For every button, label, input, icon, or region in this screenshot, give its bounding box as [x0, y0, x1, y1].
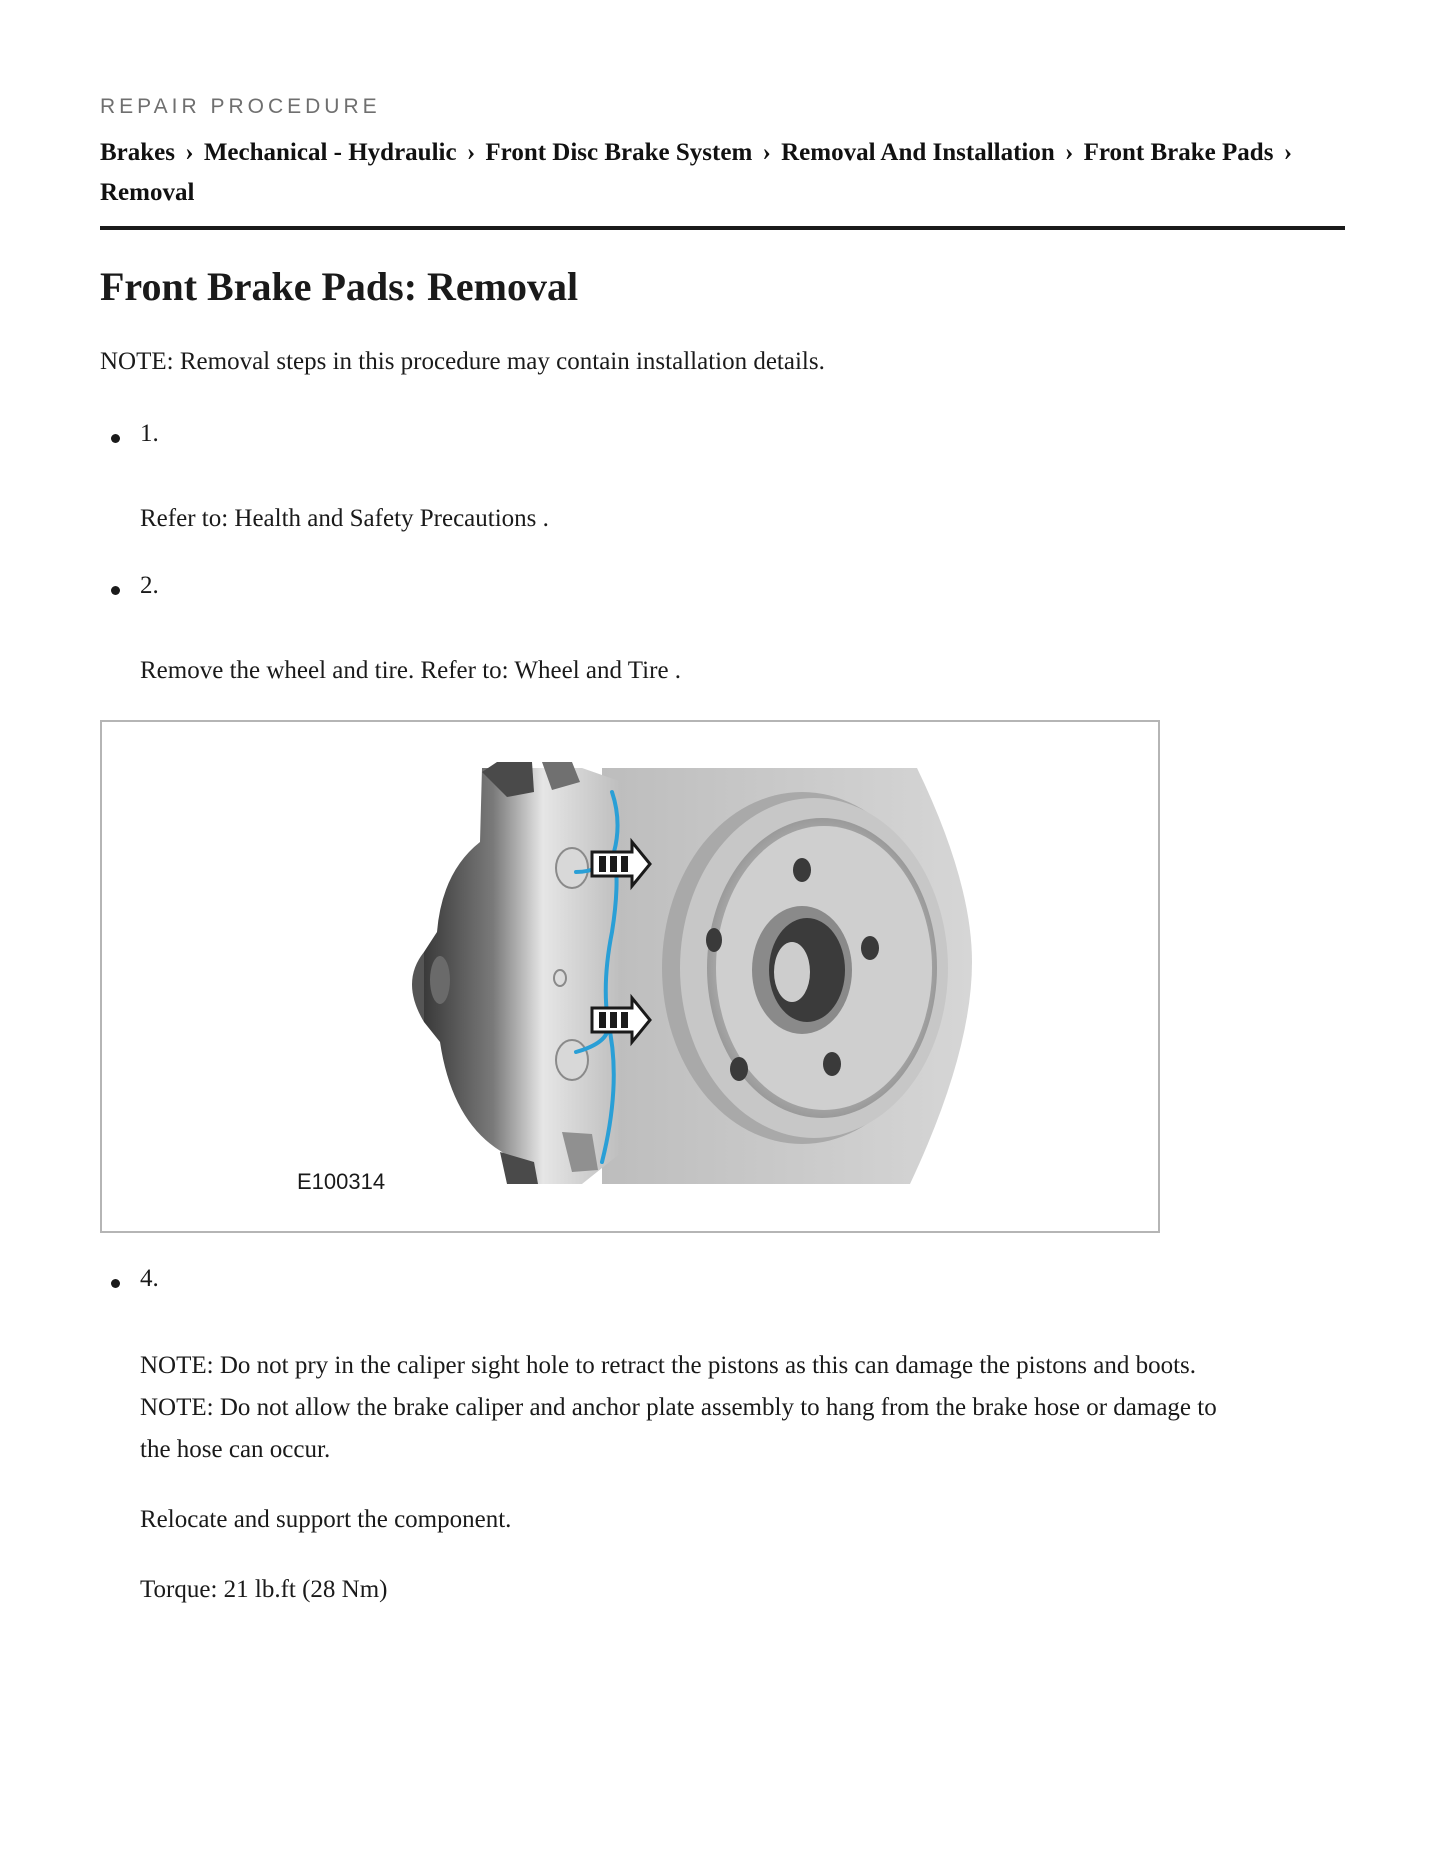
bullet-icon — [111, 1279, 120, 1288]
step-text: Relocate and support the component. — [140, 1506, 512, 1533]
breadcrumb-item-removal[interactable]: Removal — [100, 179, 195, 206]
breadcrumb-separator: › — [466, 139, 476, 166]
procedure-figure — [100, 720, 1160, 1233]
step-text: Remove the wheel and tire. Refer to: Wheel and Tire . — [140, 657, 682, 684]
procedure-note: NOTE: Removal steps in this procedure may contain installation details. — [100, 348, 825, 375]
section-label: REPAIR PROCEDURE — [100, 95, 381, 118]
breadcrumb-separator: › — [1065, 139, 1074, 166]
step-number: 1. — [140, 420, 159, 447]
step-note-line: NOTE: Do not pry in the caliper sight hole to retract the pistons as this can damage the pistons and boots. — [140, 1352, 1197, 1379]
breadcrumb-item-removal-and-installation[interactable]: Removal And Installation — [781, 139, 1055, 166]
bullet-icon — [111, 586, 120, 595]
breadcrumb-item-brakes[interactable]: Brakes — [100, 139, 175, 166]
step-note-line: NOTE: Do not allow the brake caliper and anchor plate assembly to hang from the brake hose or damage to — [140, 1394, 1217, 1421]
breadcrumb-item-front-disc-brake-system[interactable]: Front Disc Brake System — [485, 139, 753, 166]
page-title: Front Brake Pads: Removal — [100, 264, 579, 309]
breadcrumb-item-mechanical-hydraulic[interactable]: Mechanical - Hydraulic — [203, 139, 457, 166]
header-divider — [100, 226, 1345, 230]
breadcrumb-separator: › — [1283, 139, 1293, 166]
breadcrumb — [100, 133, 1345, 213]
figure-code: E100314 — [297, 1169, 386, 1194]
bullet-icon — [111, 434, 120, 443]
torque-spec: Torque: 21 lb.ft (28 Nm) — [140, 1576, 388, 1603]
breadcrumb-separator: › — [185, 139, 194, 166]
step-text: Refer to: Health and Safety Precautions . — [140, 505, 549, 532]
breadcrumb-item-front-brake-pads[interactable]: Front Brake Pads — [1083, 139, 1274, 166]
step-note-line: the hose can occur. — [140, 1436, 331, 1463]
step-number: 4. — [140, 1265, 159, 1292]
breadcrumb-separator: › — [762, 139, 771, 166]
step-number: 2. — [140, 572, 159, 599]
brake-caliper-illustration-icon — [102, 722, 1158, 1231]
